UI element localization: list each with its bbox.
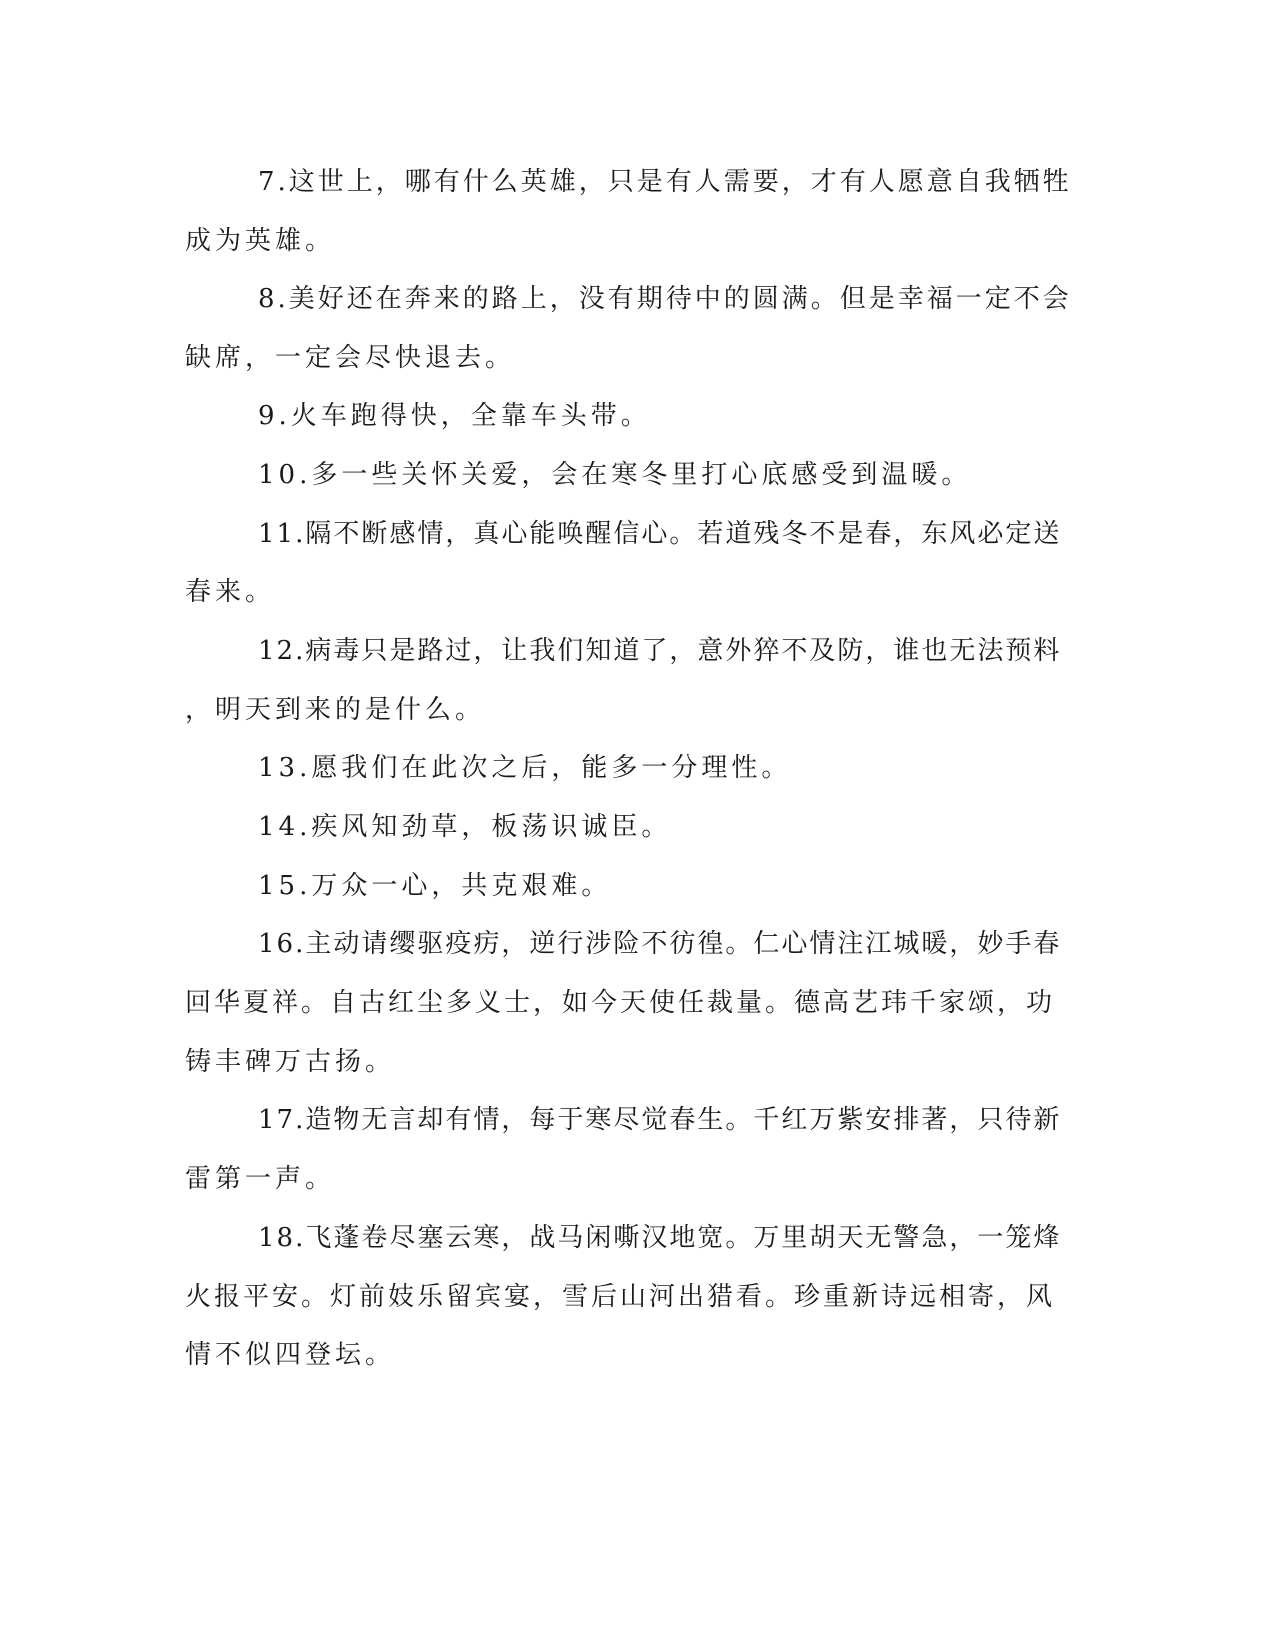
paragraph-15-line-1: 15.万众一心，共克艰难。	[258, 871, 612, 901]
paragraph-8-line-1: 8.美好还在奔来的路上，没有期待中的圆满。但是幸福一定不会	[258, 284, 1072, 314]
paragraph-18-line-3: 情不似四登坛。	[185, 1340, 396, 1370]
paragraph-12-line-1: 12.病毒只是路过，让我们知道了，意外猝不及防，谁也无法预料	[258, 636, 1062, 666]
paragraph-8-line-2: 缺席，一定会尽快退去。	[185, 343, 516, 373]
paragraph-14-line-1: 14.疾风知劲草，板荡识诚臣。	[258, 812, 672, 842]
paragraph-12-line-2: ，明天到来的是什么。	[185, 695, 486, 725]
paragraph-13-line-1: 13.愿我们在此次之后，能多一分理性。	[258, 753, 792, 783]
paragraph-11-line-1: 11.隔不断感情，真心能唤醒信心。若道残冬不是春，东风必定送	[258, 519, 1062, 549]
paragraph-11-line-2: 春来。	[185, 577, 276, 607]
paragraph-18-line-2: 火报平安。灯前妓乐留宾宴，雪后山河出猎看。珍重新诗远相寄，风	[185, 1282, 1056, 1312]
paragraph-7-line-1: 7.这世上，哪有什么英雄，只是有人需要，才有人愿意自我牺牲	[258, 167, 1072, 197]
paragraph-9-line-1: 9.火车跑得快，全靠车头带。	[258, 401, 651, 431]
paragraph-16-line-3: 铸丰碑万古扬。	[185, 1047, 396, 1077]
paragraph-17-line-1: 17.造物无言却有情，每于寒尽觉春生。千红万紫安排著，只待新	[258, 1105, 1062, 1135]
paragraph-17-line-2: 雷第一声。	[185, 1164, 336, 1194]
paragraph-7-line-2: 成为英雄。	[185, 226, 336, 256]
paragraph-10-line-1: 10.多一些关怀关爱，会在寒冬里打心底感受到温暖。	[258, 460, 972, 490]
paragraph-16-line-1: 16.主动请缨驱疫疠，逆行涉险不彷徨。仁心情注江城暖，妙手春	[258, 929, 1062, 959]
paragraph-16-line-2: 回华夏祥。自古红尘多义士，如今天使任裁量。德高艺玮千家颂，功	[185, 988, 1056, 1018]
paragraph-18-line-1: 18.飞蓬卷尽塞云寒，战马闲嘶汉地宽。万里胡天无警急，一笼烽	[258, 1223, 1062, 1253]
